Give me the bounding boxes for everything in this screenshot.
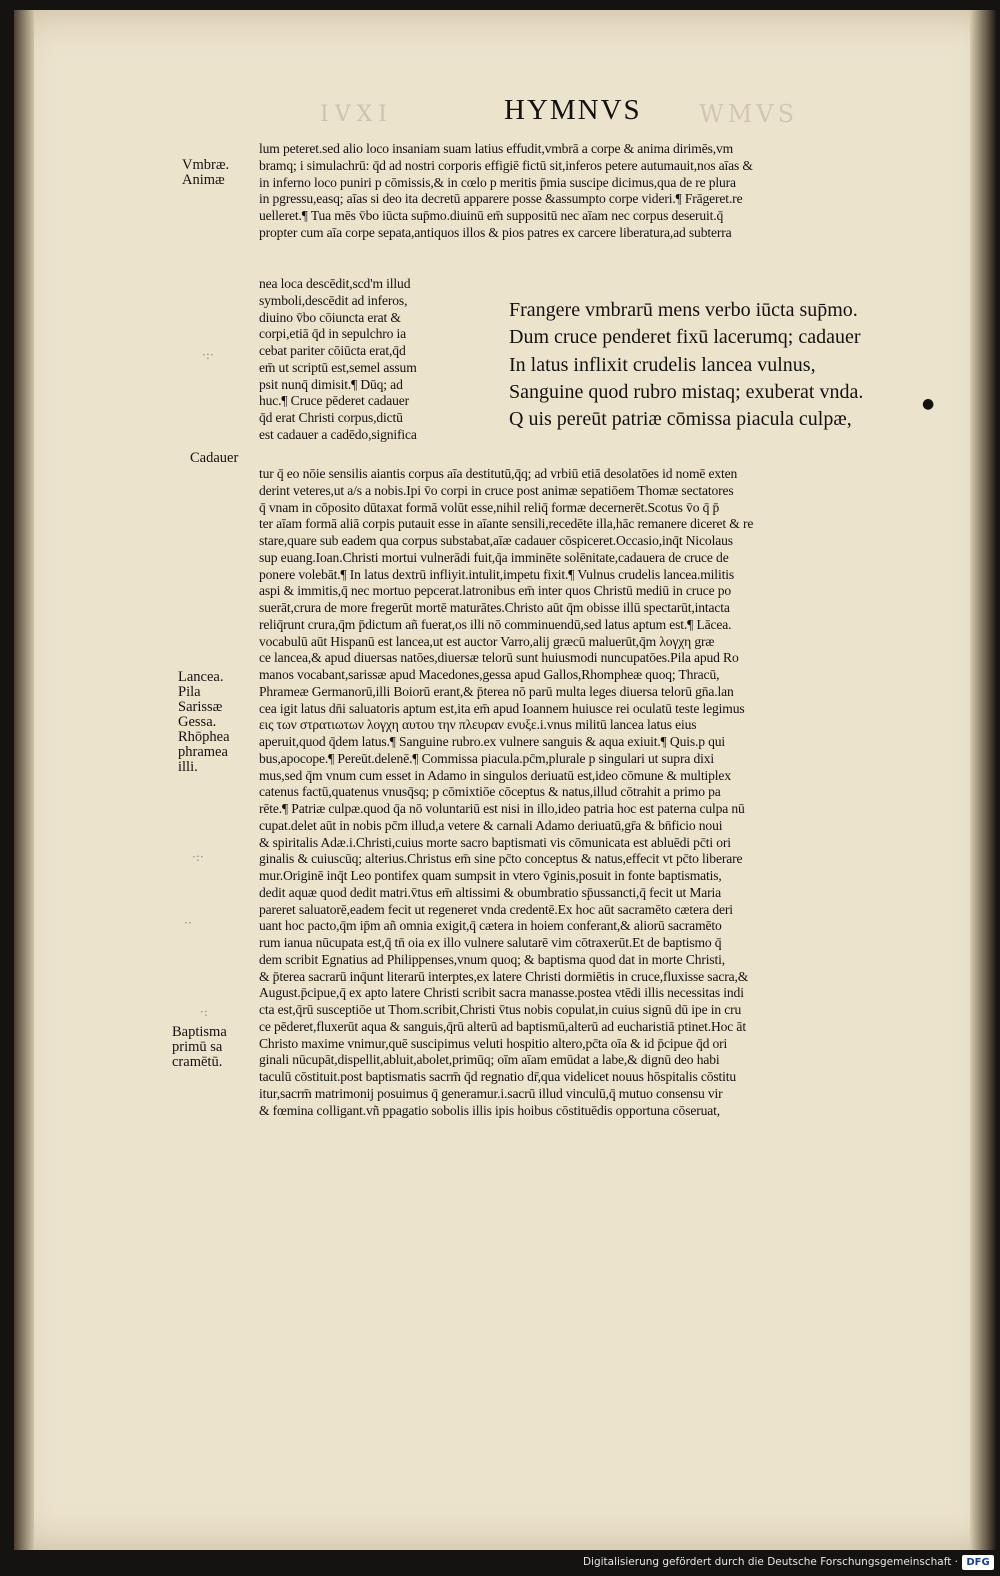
text-line: rēte.¶ Patriæ culpæ.quod q̄a nō voluntariū est nisi in illo,ideo patria hoc est paterna culpa nū <box>259 801 745 816</box>
text-line: Phrameæ Germanorū,illi Boiorū erant,& p̄terea nō parū multa leges diuersa telorū gn̄a.lan <box>259 683 734 699</box>
text-line: itur,sacrm̄ matrimonij posuimus q̄ generamur.i.sacrū illud vinculū,q̄ mutuo consensu vir <box>259 1085 723 1101</box>
ink-speck: ·· <box>184 916 192 930</box>
hymn-verse <box>509 297 949 433</box>
ink-speck: ·: <box>200 1005 208 1019</box>
text-line: diuino v̄bo cōiuncta erat & <box>259 309 401 325</box>
text-line: cta est,q̄rū susceptiōe ut Thom.scribit,Christi v̄tus nobis copulat,in cuius signū dū ipe in cru <box>259 1002 742 1017</box>
dfg-logo: DFG <box>962 1555 994 1570</box>
text-line: ce lancea,& apud diuersas natōes,diuersæ telorū sunt huiusmodi nuncupatōes.Pila apud Ro <box>259 650 739 666</box>
sidenote-line: cramētū. <box>172 1054 223 1070</box>
text-line: lum peteret.sed alio loco insaniam suam latius effudit,vmbrā a corpe & anima dirimēs,vm <box>259 141 734 156</box>
text-line: est cadauer a cadēdo,significa <box>259 426 417 442</box>
text-line: dem scribit Egnatius ad Philippenses,vnum quoq; & baptisma quod dat in morte Christi, <box>259 951 726 967</box>
text-line: taculū cōstituit.post baptismatis sacrm̄ q̄d regnatio dr̄,qua videlicet nouus hōspitalis cōstitu <box>259 1069 737 1084</box>
text-line: & fœmina colligant.vñ ppagatio sobolis illis ipis hoibus cōstituēdis opportuna cōseruat, <box>259 1102 721 1118</box>
text-line: cupat.delet aūt in nobis pc̄m illud,a vetere & carnali Adamo deriuatū,gr̄a & bn̄ficio noui <box>259 817 723 833</box>
text-line: ce pēderet,fluxerūt aqua & sanguis,q̄rū alterū ad baptismū,alterū ad eucharistiā ptinet.Hoc āt <box>259 1018 746 1034</box>
footer-bar <box>0 1550 1000 1576</box>
ink-speck: ·:· <box>192 850 204 864</box>
text-line: q̄ vnam in cōposito dūtaxat formā volūt esse,nihil reliq̄ formæ decernerēt.Scotus v̄o q̄ p̄ <box>259 499 720 515</box>
sidenote-line: Animæ <box>182 172 225 188</box>
page-gutter-shadow <box>14 10 34 1550</box>
text-line: suerāt,crura de more fregerūt mortē maturātes.Christo aūt q̄m obisse illū spectarūt,intacta <box>259 600 730 615</box>
ink-speck: ● <box>922 396 935 412</box>
sidenote-cadauer <box>190 451 270 466</box>
sidenote-line: Vmbræ. <box>182 157 230 173</box>
text-line: bus,apocope.¶ Pereūt.delenē.¶ Commissa piacula.pc̄m,plurale p singulari ut supra dixi <box>259 750 714 766</box>
sidenote-line: primū sa <box>172 1039 223 1055</box>
text-line: q̄d erat Christi corpus,dictū <box>259 410 403 425</box>
verse-line: Q uis pereūt patriæ cōmissa piacula culpæ, <box>509 408 852 431</box>
sidenote-line: Gessa. <box>178 714 217 730</box>
text-line: & p̄terea sacrarū inq̄unt literarū interptes,ex latere Christi dormiētis in cruce,fluxisse sacra,& <box>259 968 749 984</box>
text-line: catenus factū,quatenus vnusq̄sq; p cōmixtiōe cōceptus & natus,illud cōtrahit a primo pa <box>259 784 721 800</box>
text-line: em̄ ut scriptū est,semel assum <box>259 359 417 375</box>
text-line: tur q̄ eo nōie sensilis aiantis corpus aīa destitutū,q̄q; ad vrbiū etiā desolatōes id nomē exten <box>259 466 738 481</box>
sidenote-line: Pila <box>178 684 201 700</box>
sidenote-line: illi. <box>178 759 198 775</box>
sidenote-baptisma <box>172 1025 252 1070</box>
text-line: rum ianua nūcupata est,q̄ tn̄ oia ex illo vulnere salutarē vim cōtraxerūt.Et de baptismo q̄ <box>259 935 722 950</box>
text-line: nea loca descēdit,scd'm illud <box>259 276 411 291</box>
text-line: εις των στρατιωτων λογχη αυτου την πλευραν ενυξε.i.vnus militū lancea latus eius <box>259 717 697 733</box>
sidenote-line: phramea <box>178 744 228 760</box>
text-line: in inferno loco puniri p cōmissis,& in cœlo p meritis p̄mia suscipe dicimus,qua de re plura <box>259 174 736 190</box>
text-line: propter cum aīa corpe sepata,antiquos illos & pios patres ex carcere liberatura,ad subterra <box>259 224 732 240</box>
commentary-narrow-column <box>259 276 504 444</box>
text-line: Christo maxime vnimur,quē suscipimus veluti hospitio altero,pc̄ta oīa & id p̄cipue q̄d ori <box>259 1035 728 1051</box>
text-line: symboli,descēdit ad inferos, <box>259 292 408 308</box>
text-line: sup euang.Ioan.Christi mortui vulnerādi fuit,q̄a imminēte solēnitate,cadauera de cruce de <box>259 549 729 565</box>
text-line: cebat pariter cōiūcta erat,q̄d <box>259 343 406 358</box>
text-line: ponere volebāt.¶ In latus dextrū infliyit.intulit,impetu fixit.¶ Vulnus crudelis lancea.militis <box>259 566 734 582</box>
text-line: huc.¶ Cruce pēderet cadauer <box>259 393 410 409</box>
verse-line: Dum cruce penderet fixū lacerumq; cadauer <box>509 326 861 349</box>
text-line: aperuit,quod q̄dem latus.¶ Sanguine rubro.ex vulnere sanguis & aqua exiuit.¶ Quis.p qui <box>259 734 726 749</box>
text-line: ter aīam formā aliā corpis putauit esse in aīante sensili,recedēte illa,hāc remanere diceret & re <box>259 516 754 532</box>
text-line: derint veteres,ut a/s a nobis.Ipi v̄o corpi in cruce post animæ sepatiōem Thomæ sectatores <box>259 482 734 498</box>
text-line: uant hoc pacto,q̄m ip̄m añ omnia exigit,q̄ cætera in hoiem conferant,& aliorū sacramēto <box>259 918 722 934</box>
book-page <box>14 10 996 1550</box>
sidenote-line: Cadauer <box>190 450 239 466</box>
ink-speck: ·:· <box>202 348 214 362</box>
text-line: mur.Originē inq̄t Leo pontifex quam sumpsit in vtero v̄ginis,posuit in fonte baptismatis, <box>259 868 722 883</box>
footer-credit: Digitalisierung gefördert durch die Deutsche Forschungsgemeinschaft · <box>582 1556 958 1568</box>
sidenote-line: Rhōphea <box>178 729 230 745</box>
text-line: corpi,etiā q̄d in sepulchro ia <box>259 326 407 342</box>
verse-line: Frangere vmbrarū mens verbo iūcta sup̄mo. <box>509 299 858 321</box>
bleed-through-text-left: IVXI <box>320 102 393 127</box>
running-head: HYMNVS <box>504 94 642 126</box>
text-line: ginalis & cuiuscūq; alterius.Christus em̄ sine pc̄to conceptus & natus,effecit vt pc̄to liberare <box>259 851 743 867</box>
text-line: & spiritalis Adæ.i.Christi,cuius morte sacro baptismati vis cōmunicata est abluēdi pc̄ti ori <box>259 834 731 850</box>
text-line: bramq; i simulachrū: q̄d ad nostri corporis effigiē fictū sit,inferos petere autumauit,nos aīas & <box>259 157 753 173</box>
text-line: cea igit latus dn̄i saluatoris aptum est,ita em̄ apud Ioannem huiusce rei oculatū teste legimus <box>259 700 745 716</box>
commentary-top <box>259 141 965 242</box>
text-line: psit nunq̄ dimisit.¶ Dūq; ad <box>259 376 403 392</box>
text-line: stare,quare sub eadem qua corpus substabat,aīæ cadauer cōspiceret.Occasio,inq̄t Nicolaus <box>259 533 733 548</box>
text-line: August.p̄cipue,q̄ ex apto latere Christi scribit sacra manasse.postea vtēdi illis necessitas indi <box>259 985 744 1001</box>
text-line: reliq̄runt crura,q̄m p̄dictum añ fuerat,os illi nō comminuendū,sed latus aptum est.¶ Lācea. <box>259 616 732 632</box>
sidenote-line: Sarissæ <box>178 699 223 715</box>
text-line: dedit aquæ quod dedit matri.v̄tus em̄ altissimi & obumbratio sp̄ussancti,q̄ fecit ut Maria <box>259 884 722 900</box>
text-line: ginali nūcupāt,dispellit,abluit,abolet,primūq; oīm aīam emūdat a labe,& dignū deo habi <box>259 1052 720 1068</box>
verse-line: In latus inflixit crudelis lancea vulnus, <box>509 353 816 376</box>
text-line: pareret saluatorē,eadem fecit ut regeneret vnda credentē.Ex hoc aūt sacramēto cætera deri <box>259 901 733 917</box>
page-edge-shadow <box>970 10 996 1550</box>
bleed-through-text-right: WMVS <box>699 100 799 128</box>
text-line: mus,sed q̄m vnum cum esset in Adamo in singulos deriuatū est,ideo cōmune & multiplex <box>259 767 731 783</box>
verse-line: Sanguine quod rubro mistaq; exuberat vnda. <box>509 380 864 403</box>
text-line: manos vocabant,sarissæ apud Macedones,gessa apud Gallos,Rhompheæ quoq; Thracū, <box>259 667 720 682</box>
text-line: aspi & immitis,q̄ nec mortuo pepcerat.latronibus em̄ inter quos Christū mediū in cruce po <box>259 583 732 599</box>
text-line: uelleret.¶ Tua mēs v̄bo iūcta sup̄mo.diuinū em̄ suppositū nec aīam nec corpus deseruit.q̄ <box>259 208 724 223</box>
sidenote-line: Lancea. <box>178 669 224 685</box>
sidenote-lancea <box>178 670 258 775</box>
sidenote-umbrae <box>182 158 262 188</box>
text-line: in pgressu,easq; aīas si deo ita decretū apparere posse &assumpto corpe videri.¶ Frāgeret.re <box>259 191 743 207</box>
text-line: vocabulū aūt Hispanū est lancea,ut est auctor Varro,alij græcū maluerūt,q̄m λογχη græ <box>259 633 715 649</box>
sidenote-line: Baptisma <box>172 1024 227 1040</box>
commentary-main <box>259 466 965 1119</box>
